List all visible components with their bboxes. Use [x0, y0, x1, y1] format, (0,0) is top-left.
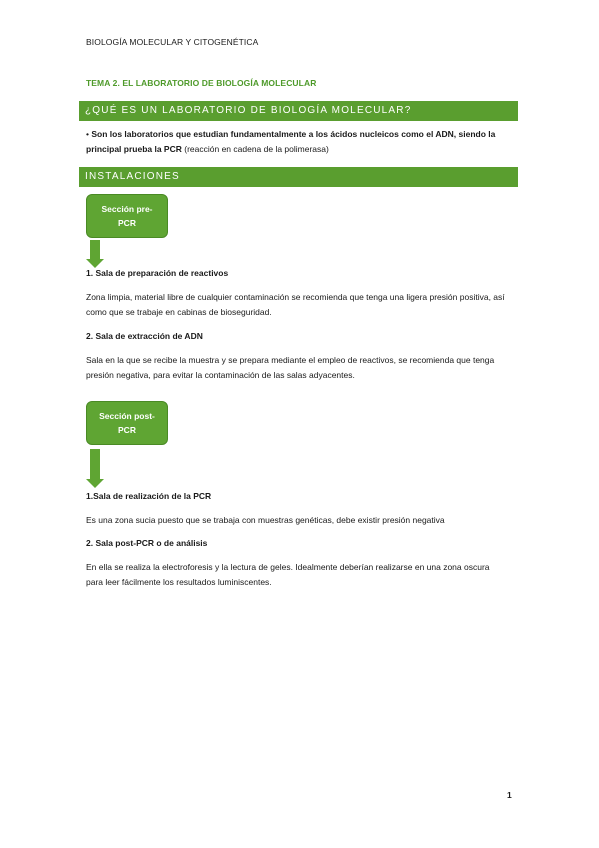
section-heading-installations: INSTALACIONES — [79, 167, 518, 187]
intro-bold-text: Son los laboratorios que estudian fundamentalmente a los ácidos nucleicos como el ADN, siendo la principal prueba la PCR — [86, 129, 496, 154]
pre-pcr-item2-text: Sala en la que se recibe la muestra y se prepara mediante el empleo de reactivos, se recomienda que tenga presión negativa, para evitar la contaminación de las salas adyacentes. — [86, 355, 495, 380]
page-number: 1 — [507, 790, 512, 800]
post-pcr-item1-title: 1.Sala de realización de la PCR — [86, 491, 212, 501]
post-pcr-item2-title: 2. Sala post-PCR o de análisis — [86, 538, 208, 548]
bullet-symbol: • — [86, 129, 89, 139]
post-pcr-box: Sección post-PCR — [86, 401, 168, 445]
intro-bullet — [86, 127, 506, 157]
pre-pcr-item1-title: 1. Sala de preparación de reactivos — [86, 268, 229, 278]
topic-title: TEMA 2. EL LABORATORIO DE BIOLOGÍA MOLECULAR — [86, 78, 317, 88]
section-heading-what-is: ¿QUÉ ES UN LABORATORIO DE BIOLOGÍA MOLECULAR? — [79, 101, 518, 121]
intro-plain-text: (reacción en cadena de la polimerasa) — [181, 144, 329, 154]
document-header: BIOLOGÍA MOLECULAR Y CITOGENÉTICA — [86, 37, 259, 47]
pre-pcr-box: Sección pre-PCR — [86, 194, 168, 238]
down-arrow-icon — [86, 240, 104, 268]
down-arrow-icon — [86, 449, 104, 489]
pre-pcr-item1-text: Zona limpia, material libre de cualquier contaminación se recomienda que tenga una ligera presión positiva, así como que se trabaje en cabinas de bioseguridad. — [86, 292, 505, 317]
post-pcr-item1-text: Es una zona sucia puesto que se trabaja con muestras genéticas, debe existir presión negativa — [86, 515, 445, 525]
post-pcr-item2-text: En ella se realiza la electroforesis y la lectura de geles. Idealmente deberían realizarse en una zona oscura para leer fácilmente los resultados luminiscentes. — [86, 562, 490, 587]
pre-pcr-item2-title: 2. Sala de extracción de ADN — [86, 331, 203, 341]
